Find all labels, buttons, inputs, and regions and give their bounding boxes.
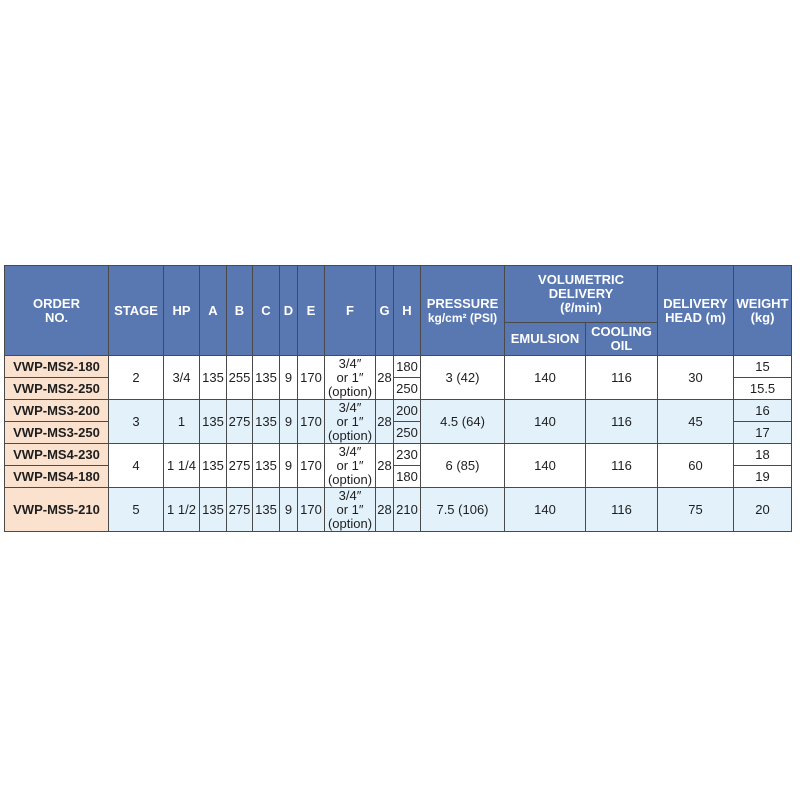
header-a: A: [200, 266, 227, 356]
d-cell: 9: [280, 400, 298, 444]
f-line: 3/4″: [338, 355, 362, 371]
order-no-cell: VWP-MS2-180: [5, 356, 109, 378]
table-row: [5, 444, 792, 466]
order-no-cell: VWP-MS3-200: [5, 400, 109, 422]
stage-cell: 5: [109, 488, 164, 532]
order-no-cell: VWP-MS4-230: [5, 444, 109, 466]
header-emulsion: EMULSION: [505, 323, 586, 356]
c-cell: 135: [253, 400, 280, 444]
delivery-head-cell: 30: [658, 356, 734, 400]
a-cell: 135: [200, 488, 227, 532]
hp-cell: 3/4: [164, 356, 200, 400]
table-row: [5, 400, 792, 422]
hp-cell: 1 1/2: [164, 488, 200, 532]
header-delivery-head: [658, 266, 734, 356]
d-cell: 9: [280, 356, 298, 400]
header-h: H: [394, 266, 421, 356]
stage-cell: 3: [109, 400, 164, 444]
header-text: VOLUMETRIC: [538, 272, 624, 287]
weight-cell: 15: [734, 356, 792, 378]
h-cell: 210: [394, 488, 421, 532]
header-volumetric-delivery: [505, 266, 658, 323]
delivery-head-cell: 60: [658, 444, 734, 488]
header-text: NO.: [44, 309, 69, 325]
weight-cell: 17: [734, 422, 792, 444]
g-cell: 28: [376, 400, 394, 444]
pressure-cell: 3 (42): [421, 356, 505, 400]
header-text: (ℓ/min): [560, 300, 602, 315]
f-line: 3/4″: [338, 487, 362, 503]
order-no-cell: VWP-MS3-250: [5, 422, 109, 444]
h-cell: 250: [394, 422, 421, 444]
order-no-cell: VWP-MS5-210: [5, 488, 109, 532]
header-text: DELIVERY: [663, 295, 728, 311]
c-cell: 135: [253, 488, 280, 532]
f-line: 3/4″: [338, 399, 362, 415]
h-cell: 200: [394, 400, 421, 422]
cooling-oil-cell: 116: [586, 400, 658, 444]
header-e: E: [298, 266, 325, 356]
hp-cell: 1 1/4: [164, 444, 200, 488]
f-line: or 1″: [336, 413, 364, 429]
h-cell: 180: [394, 356, 421, 378]
f-line: or 1″: [336, 369, 364, 385]
f-line: (option): [327, 427, 373, 443]
b-cell: 275: [227, 444, 253, 488]
table-row: [5, 488, 792, 532]
pressure-cell: 4.5 (64): [421, 400, 505, 444]
header-hp: HP: [164, 266, 200, 356]
g-cell: 28: [376, 356, 394, 400]
a-cell: 135: [200, 356, 227, 400]
cooling-oil-cell: 116: [586, 488, 658, 532]
header-f: F: [325, 266, 376, 356]
f-cell: [325, 488, 376, 532]
c-cell: 135: [253, 444, 280, 488]
f-line: 3/4″: [338, 443, 362, 459]
f-line: or 1″: [336, 457, 364, 473]
f-line: (option): [327, 383, 373, 399]
f-line: or 1″: [336, 501, 364, 517]
d-cell: 9: [280, 444, 298, 488]
pressure-cell: 7.5 (106): [421, 488, 505, 532]
h-cell: 250: [394, 378, 421, 400]
emulsion-cell: 140: [505, 356, 586, 400]
header-text: COOLING: [591, 324, 652, 339]
header-weight: [734, 266, 792, 356]
header-text: PRESSURE: [426, 295, 499, 311]
weight-cell: 20: [734, 488, 792, 532]
f-line: (option): [327, 515, 373, 531]
cooling-oil-cell: 116: [586, 356, 658, 400]
header-text: kg/cm² (PSI): [427, 310, 498, 325]
a-cell: 135: [200, 444, 227, 488]
emulsion-cell: 140: [505, 488, 586, 532]
table-header: [5, 266, 792, 356]
model-group: [5, 444, 792, 488]
delivery-head-cell: 45: [658, 400, 734, 444]
weight-cell: 19: [734, 466, 792, 488]
h-cell: 180: [394, 466, 421, 488]
cooling-oil-cell: 116: [586, 444, 658, 488]
f-cell: [325, 400, 376, 444]
g-cell: 28: [376, 444, 394, 488]
e-cell: 170: [298, 444, 325, 488]
d-cell: 9: [280, 488, 298, 532]
f-line: (option): [327, 471, 373, 487]
header-cooling-oil: [586, 323, 658, 356]
header-text: ORDER: [33, 295, 80, 311]
weight-cell: 15.5: [734, 378, 792, 400]
header-text: HEAD (m): [665, 309, 726, 325]
header-g: G: [376, 266, 394, 356]
delivery-head-cell: 75: [658, 488, 734, 532]
c-cell: 135: [253, 356, 280, 400]
stage-cell: 2: [109, 356, 164, 400]
table-row: [5, 356, 792, 378]
header-d: D: [280, 266, 298, 356]
h-cell: 230: [394, 444, 421, 466]
pump-spec-table: [4, 265, 792, 532]
model-group: [5, 400, 792, 444]
header-text: (kg): [750, 309, 775, 325]
weight-cell: 18: [734, 444, 792, 466]
header-c: C: [253, 266, 280, 356]
f-cell: [325, 444, 376, 488]
hp-cell: 1: [164, 400, 200, 444]
header-text: DELIVERY: [548, 286, 614, 301]
order-no-cell: VWP-MS4-180: [5, 466, 109, 488]
e-cell: 170: [298, 488, 325, 532]
stage-cell: 4: [109, 444, 164, 488]
order-no-cell: VWP-MS2-250: [5, 378, 109, 400]
header-pressure: [421, 266, 505, 356]
emulsion-cell: 140: [505, 400, 586, 444]
header-b: B: [227, 266, 253, 356]
header-text: OIL: [610, 338, 633, 353]
header-text: WEIGHT: [736, 295, 789, 311]
model-group: [5, 488, 792, 532]
e-cell: 170: [298, 400, 325, 444]
header-stage: STAGE: [109, 266, 164, 356]
model-group: [5, 356, 792, 400]
emulsion-cell: 140: [505, 444, 586, 488]
weight-cell: 16: [734, 400, 792, 422]
f-cell: [325, 356, 376, 400]
b-cell: 275: [227, 400, 253, 444]
header-order-no: [5, 266, 109, 356]
a-cell: 135: [200, 400, 227, 444]
b-cell: 275: [227, 488, 253, 532]
b-cell: 255: [227, 356, 253, 400]
pressure-cell: 6 (85): [421, 444, 505, 488]
g-cell: 28: [376, 488, 394, 532]
e-cell: 170: [298, 356, 325, 400]
